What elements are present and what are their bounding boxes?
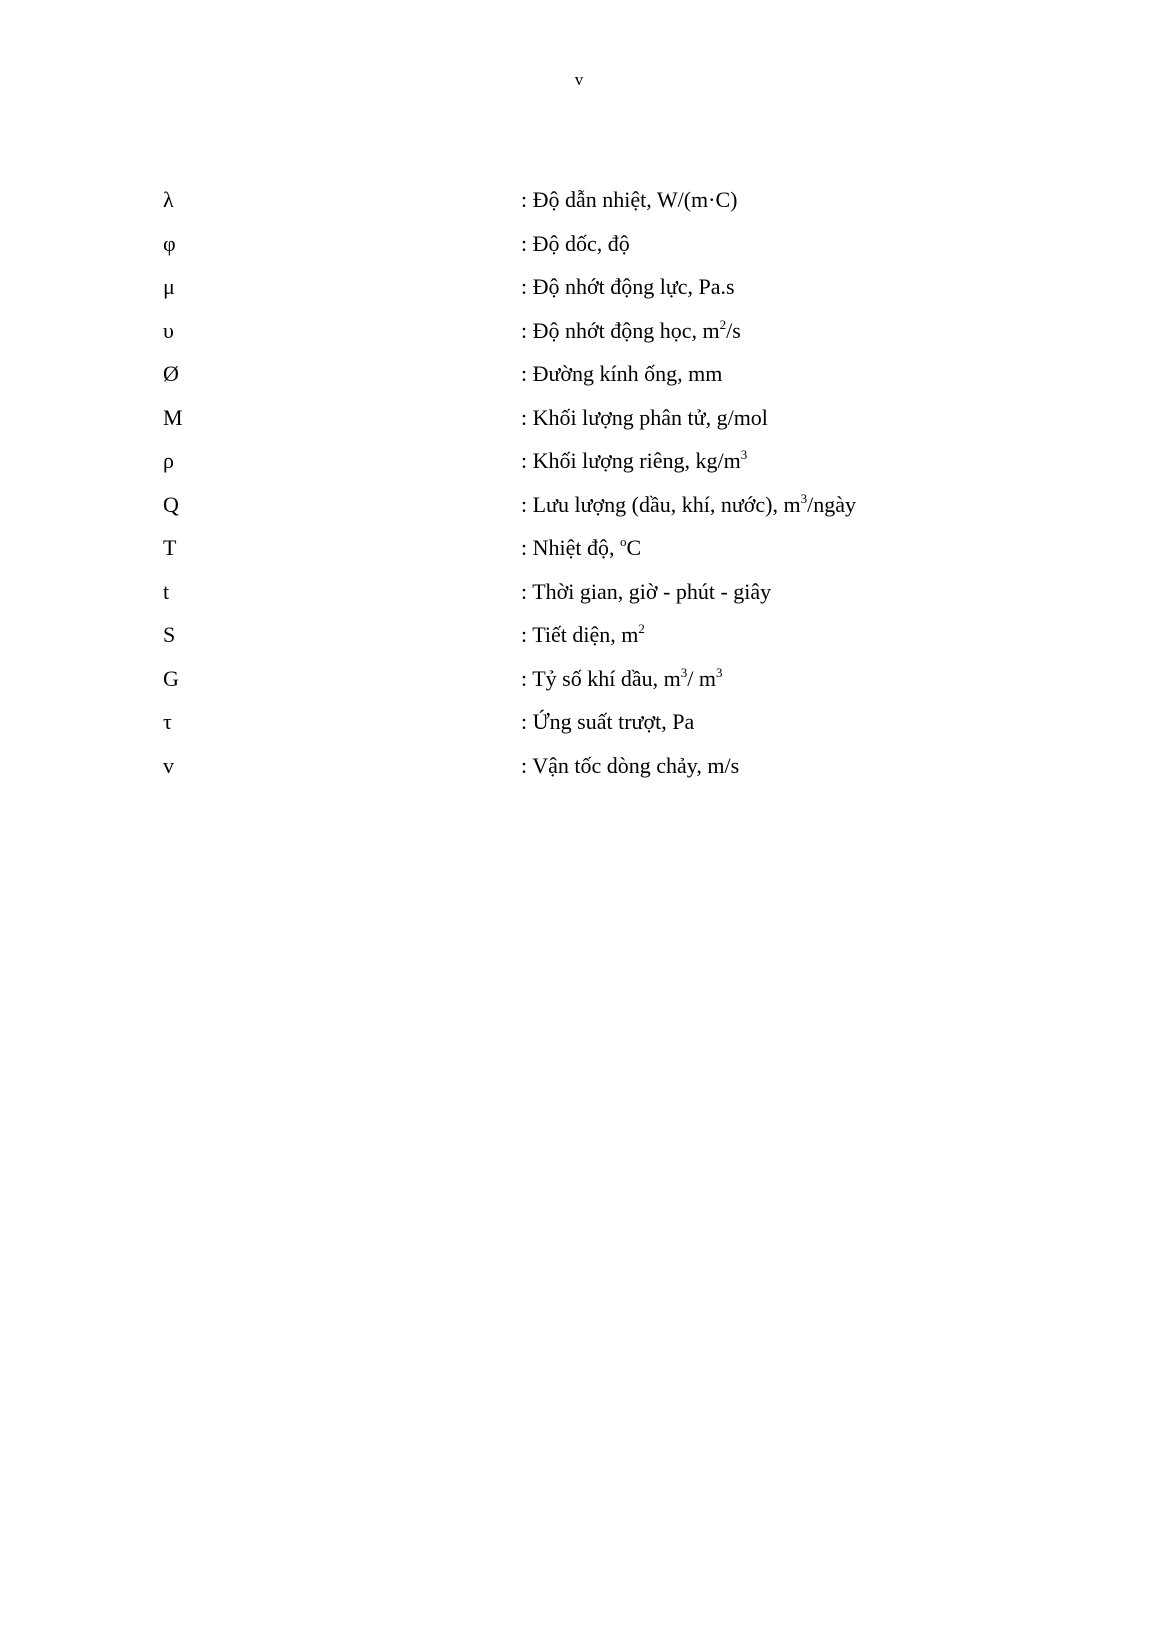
symbol: Ø: [163, 361, 179, 386]
definition: [521, 621, 645, 649]
symbol-row-s: [0, 621, 1158, 665]
definition-suffix: C: [626, 535, 642, 560]
symbol-row-m: [0, 404, 1158, 448]
symbol-list: [0, 186, 1158, 795]
symbol-row-g: [0, 665, 1158, 709]
symbol-row-t-upper: [0, 534, 1158, 578]
symbol: φ: [163, 230, 176, 256]
definition: [521, 404, 768, 432]
symbol-row-q: [0, 491, 1158, 535]
symbol-row-v: [0, 752, 1158, 796]
definition-text: : Ứng suất trượt, Pa: [521, 709, 695, 734]
superscript: 3: [680, 664, 688, 680]
definition-text: : Độ nhớt động lực, Pa.s: [521, 274, 735, 299]
definition: [521, 534, 641, 562]
definition-text: : Thời gian, giờ - phút - giây: [521, 578, 772, 604]
definition-text: : Độ nhớt động học, m: [521, 317, 720, 343]
superscript: o: [620, 534, 627, 549]
symbol-row-mu: [0, 273, 1158, 317]
definition-text: : Đường kính ống, mm: [521, 361, 723, 386]
definition: [521, 491, 856, 519]
symbol: t: [163, 578, 170, 604]
definition-text: : Tiết diện, m: [521, 622, 639, 647]
symbol: T: [163, 535, 177, 560]
symbol: M: [163, 404, 183, 430]
definition-suffix: / m: [687, 665, 716, 691]
definition: [521, 578, 771, 606]
symbol: v: [163, 752, 174, 778]
definition: [521, 317, 741, 345]
definition: [521, 708, 694, 736]
symbol: υ: [163, 317, 174, 343]
symbol: G: [163, 665, 179, 691]
symbol-row-diameter: [0, 360, 1158, 404]
symbol: μ: [163, 274, 175, 299]
definition-text: : Khối lượng phân tử, g/mol: [521, 404, 768, 430]
definition-text: : Tỷ số khí dầu, m: [521, 665, 681, 691]
definition: [521, 752, 739, 780]
definition: [521, 273, 735, 301]
symbol: τ: [163, 709, 172, 734]
definition: [521, 230, 630, 258]
definition: [521, 447, 747, 475]
symbol-row-lambda: [0, 186, 1158, 230]
superscript: 3: [740, 447, 748, 462]
superscript: 2: [719, 316, 727, 332]
symbol-row-rho: [0, 447, 1158, 491]
definition-text: : Nhiệt độ,: [521, 535, 620, 560]
superscript: 3: [715, 664, 723, 680]
symbol: λ: [163, 187, 174, 212]
definition: [521, 186, 738, 214]
definition-suffix: /ngày: [807, 491, 856, 517]
definition: [521, 360, 722, 388]
superscript: 3: [800, 490, 808, 506]
page-number: v: [574, 70, 584, 89]
definition-text: : Độ dẫn nhiệt, W/(m·C): [521, 187, 738, 212]
definition: [521, 665, 722, 693]
symbol-row-t-lower: [0, 578, 1158, 622]
definition-text: : Vận tốc dòng chảy, m/s: [521, 752, 740, 778]
symbol: S: [163, 622, 176, 647]
symbol: Q: [163, 491, 179, 517]
symbol-row-upsilon: [0, 317, 1158, 361]
definition-text: : Khối lượng riêng, kg/m: [521, 448, 741, 473]
symbol-row-tau: [0, 708, 1158, 752]
superscript: 2: [638, 621, 645, 636]
symbol-row-phi: [0, 230, 1158, 274]
definition-suffix: /s: [726, 317, 741, 343]
definition-text: : Lưu lượng (dầu, khí, nước), m: [521, 491, 801, 517]
definition-text: : Độ dốc, độ: [521, 230, 630, 256]
symbol: ρ: [163, 448, 174, 473]
